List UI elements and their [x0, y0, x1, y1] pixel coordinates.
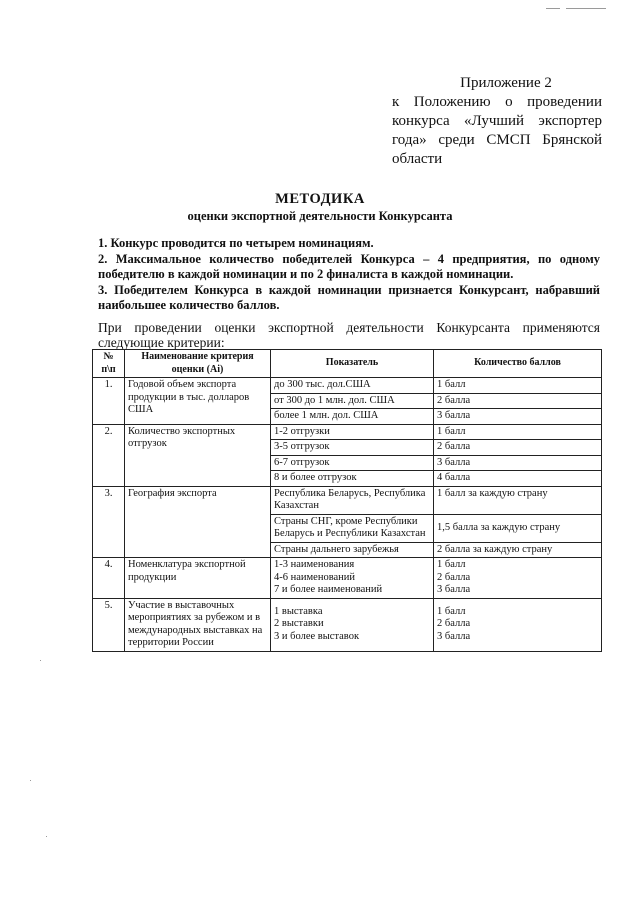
intro-paragraph: При проведении оценки экспортной деятельности Конкурсанта применяются следующие критерии: [98, 320, 600, 350]
points-cell: 3 балла [434, 455, 602, 471]
table-row [93, 378, 602, 394]
header-num: № п\п [93, 350, 125, 378]
points-line: 2 балла [437, 571, 471, 583]
points-cell: 3 балла [434, 409, 602, 425]
points-cell: 2 балла [434, 393, 602, 409]
indicator-line: 1-3 наименования [274, 559, 355, 570]
indicator-cell: Республика Беларусь, Республика Казахстан [271, 486, 434, 514]
indicator-cell: более 1 млн. дол. США [271, 409, 434, 425]
indicator-cell: Страны СНГ, кроме Республики Беларусь и Республики Казахстан [271, 514, 434, 542]
table-row [93, 424, 602, 440]
header-criterion: Наименование критерия оценки (Ai) [125, 350, 271, 378]
criterion-name: География экспорта [125, 486, 271, 558]
rule-item: 2. Максимальное количество победителей Конкурса – 4 предприятия, по одному победителю в каждой номинации и по 2 финалиста в каждой номинации. [98, 251, 600, 281]
appendix-line: года» среди СМСП Брянской [392, 132, 602, 148]
points-cell: 1 балл за каждую страну [434, 486, 602, 514]
scan-mark [546, 8, 560, 9]
row-num: 2. [93, 424, 125, 486]
points-cell: 1,5 балла за каждую страну [434, 514, 602, 542]
points-line: 1 балл [437, 559, 466, 570]
criteria-table [92, 349, 602, 652]
indicator-cell: Страны дальнего зарубежья [271, 542, 434, 558]
points-cell: 2 балла за каждую страну [434, 542, 602, 558]
criterion-name: Количество экспортных отгрузок [125, 424, 271, 486]
indicator-line: 2 выставки [274, 618, 324, 630]
appendix-number: Приложение 2 [460, 75, 552, 91]
points-cell: 1 балл [434, 424, 602, 440]
appendix-line: конкурса «Лучший экспортер [392, 113, 602, 129]
row-num: 4. [93, 558, 125, 599]
points-cell: 4 балла [434, 471, 602, 487]
appendix-line: к Положению о проведении [392, 94, 602, 110]
indicator-line: 3 и более выставок [274, 630, 360, 642]
rule-item: 3. Победителем Конкурса в каждой номинации признается Конкурсант, набравший наибольшее количество баллов. [98, 282, 600, 312]
indicator-cell [271, 598, 434, 651]
criterion-name: Участие в выставочных мероприятиях за рубежом и в международных выставках на территории России [125, 598, 271, 651]
indicator-cell: 3-5 отгрузок [271, 440, 434, 456]
scan-speck [40, 660, 41, 661]
row-num: 5. [93, 598, 125, 651]
indicator-cell: 8 и более отгрузок [271, 471, 434, 487]
points-line: 3 балла [437, 630, 471, 642]
document-subtitle: оценки экспортной деятельности Конкурсанта [187, 209, 453, 223]
title-block [0, 190, 640, 224]
rules-list [98, 236, 600, 314]
points-line: 3 балла [437, 584, 471, 595]
criterion-name: Номенклатура экспортной продукции [125, 558, 271, 599]
scan-speck [46, 836, 47, 837]
indicator-cell: от 300 до 1 млн. дол. США [271, 393, 434, 409]
criterion-name: Годовой объем экспорта продукции в тыс. долларов США [125, 378, 271, 425]
table-header-row [93, 350, 602, 378]
header-indicator: Показатель [271, 350, 434, 378]
points-cell [434, 598, 602, 651]
points-cell [434, 558, 602, 599]
points-cell: 1 балл [434, 378, 602, 394]
points-cell: 2 балла [434, 440, 602, 456]
indicator-cell: до 300 тыс. дол.США [271, 378, 434, 394]
indicator-line: 4-6 наименований [274, 571, 356, 583]
indicator-cell: 1-2 отгрузки [271, 424, 434, 440]
scan-speck [30, 780, 31, 781]
row-num: 1. [93, 378, 125, 425]
indicator-cell: 6-7 отгрузок [271, 455, 434, 471]
header-points: Количество баллов [434, 350, 602, 378]
scan-mark [566, 8, 606, 9]
indicator-cell [271, 558, 434, 599]
indicator-line: 7 и более наименований [274, 584, 383, 595]
appendix-line: области [392, 151, 443, 167]
points-line: 2 балла [437, 618, 471, 630]
indicator-line: 1 выставка [274, 605, 323, 617]
points-line: 1 балл [437, 605, 466, 617]
table-row [93, 598, 602, 651]
row-num: 3. [93, 486, 125, 558]
document-title: МЕТОДИКА [275, 191, 365, 207]
appendix-block [392, 74, 602, 169]
table-row [93, 558, 602, 599]
rule-item: 1. Конкурс проводится по четырем номинациям. [98, 236, 374, 250]
table-row [93, 486, 602, 514]
